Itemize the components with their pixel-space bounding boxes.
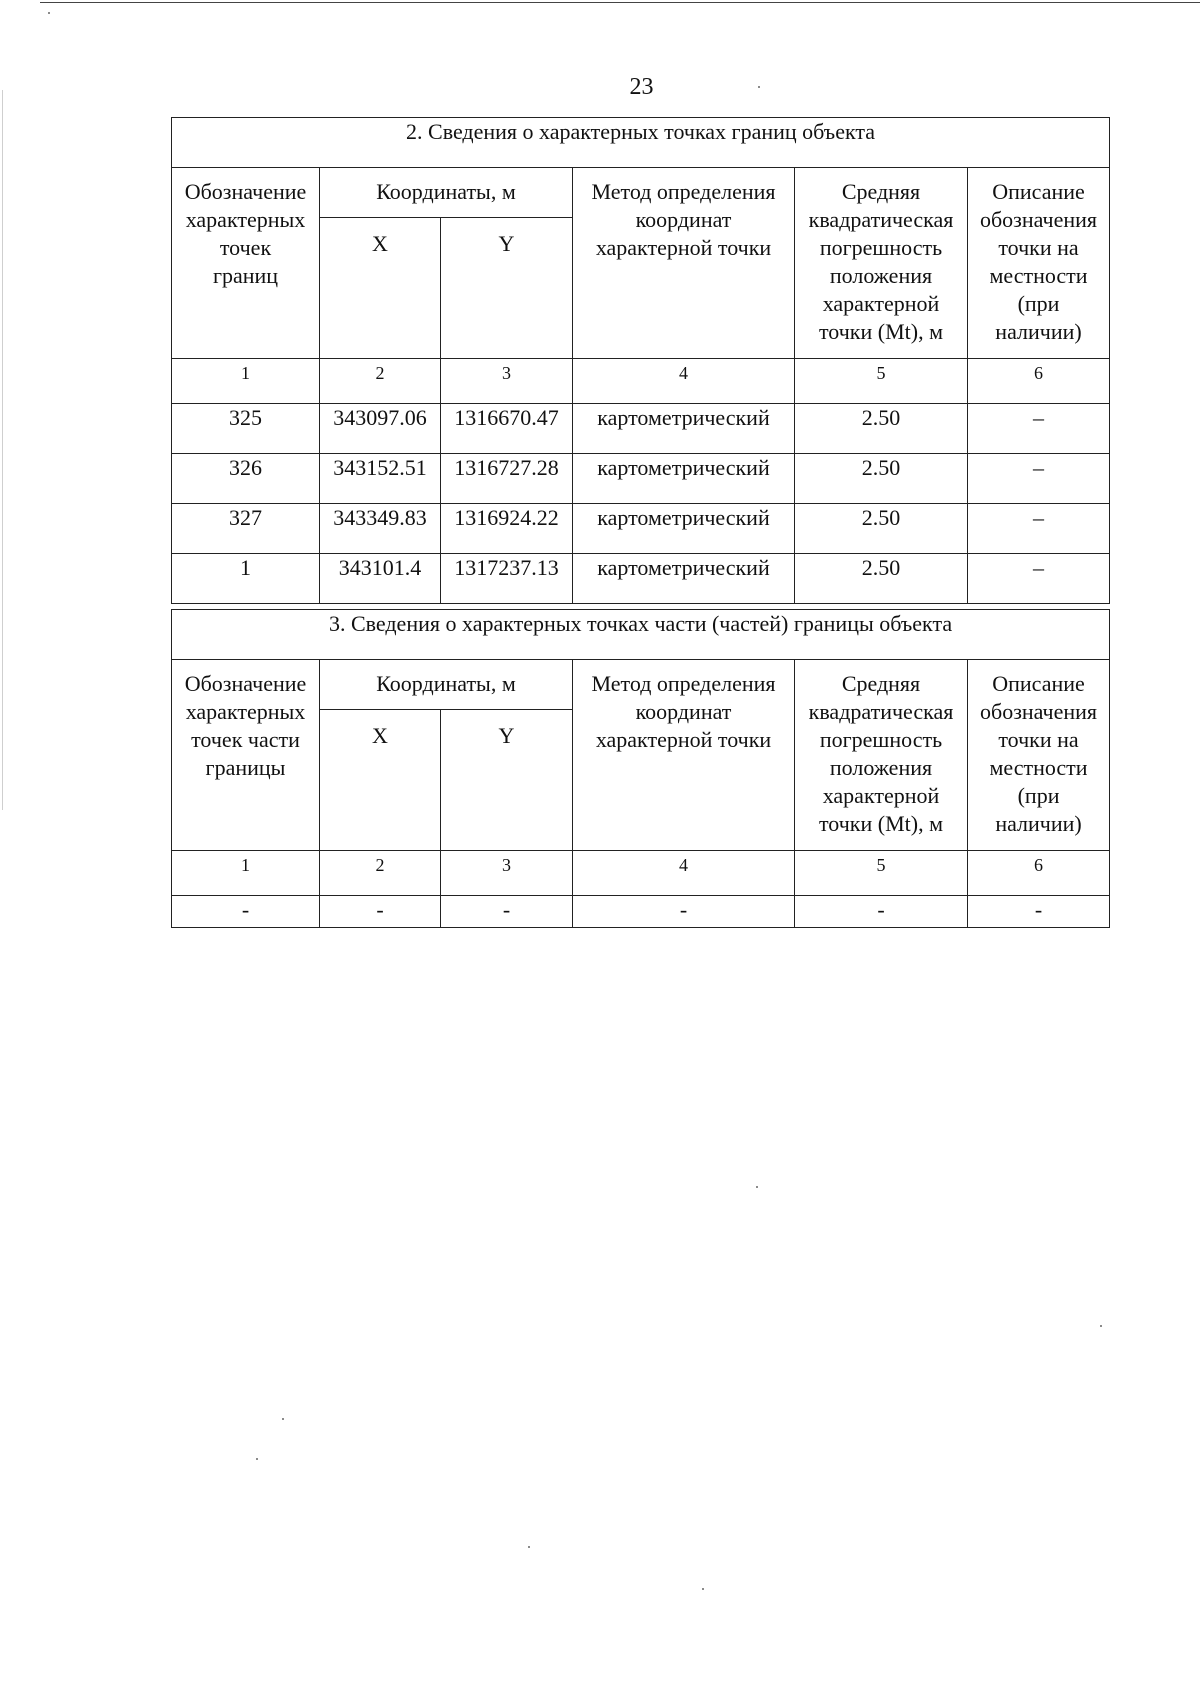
table-row <box>172 504 1110 554</box>
header-coordinates: Координаты, м <box>320 660 573 710</box>
y-coordinate-cell: - <box>441 896 573 928</box>
column-number: 4 <box>573 359 795 404</box>
table-row <box>172 896 1110 928</box>
section-3-title: 3. Сведения о характерных точках части (частей) границы объекта <box>172 610 1110 660</box>
method-cell: картометрический <box>573 504 795 554</box>
header-description: Описание обозначения точки на местности (при наличии) <box>968 660 1110 851</box>
column-number: 3 <box>441 359 573 404</box>
table-row <box>172 454 1110 504</box>
point-id-cell: - <box>172 896 320 928</box>
y-coordinate-cell: 1316727.28 <box>441 454 573 504</box>
header-designation: Обозначение характерных точек части границы <box>172 660 320 851</box>
header-designation: Обозначение характерных точек границ <box>172 168 320 359</box>
table-row <box>172 404 1110 454</box>
column-number: 6 <box>968 359 1110 404</box>
header-mean-error: Средняя квадратическая погрешность положения характерной точки (Mt), м <box>795 660 968 851</box>
column-number: 2 <box>320 359 441 404</box>
method-cell: картометрический <box>573 554 795 604</box>
header-method: Метод определения координат характерной точки <box>573 168 795 359</box>
column-number: 3 <box>441 851 573 896</box>
method-cell: - <box>573 896 795 928</box>
column-number: 4 <box>573 851 795 896</box>
point-id-cell: 326 <box>172 454 320 504</box>
point-id-cell: 327 <box>172 504 320 554</box>
mean-error-cell: 2.50 <box>795 504 968 554</box>
column-number: 6 <box>968 851 1110 896</box>
column-number: 5 <box>795 851 968 896</box>
y-coordinate-cell: 1316670.47 <box>441 404 573 454</box>
mean-error-cell: 2.50 <box>795 454 968 504</box>
header-description: Описание обозначения точки на местности (при наличии) <box>968 168 1110 359</box>
header-x: X <box>320 218 441 359</box>
section-2-title: 2. Сведения о характерных точках границ объекта <box>172 118 1110 168</box>
page-number: 23 <box>629 74 654 100</box>
boundary-points-table <box>171 117 1110 604</box>
header-method: Метод определения координат характерной точки <box>573 660 795 851</box>
x-coordinate-cell: 343101.4 <box>320 554 441 604</box>
left-scan-edge <box>2 90 3 810</box>
y-coordinate-cell: 1317237.13 <box>441 554 573 604</box>
header-x: X <box>320 710 441 851</box>
mean-error-cell: 2.50 <box>795 404 968 454</box>
header-y: Y <box>441 218 573 359</box>
top-border-line <box>40 2 1200 3</box>
mean-error-cell: - <box>795 896 968 928</box>
column-number: 2 <box>320 851 441 896</box>
method-cell: картометрический <box>573 454 795 504</box>
header-coordinates: Координаты, м <box>320 168 573 218</box>
y-coordinate-cell: 1316924.22 <box>441 504 573 554</box>
description-cell: – <box>968 454 1110 504</box>
column-number: 1 <box>172 359 320 404</box>
x-coordinate-cell: 343349.83 <box>320 504 441 554</box>
boundary-part-points-table <box>171 609 1110 928</box>
x-coordinate-cell: 343097.06 <box>320 404 441 454</box>
x-coordinate-cell: 343152.51 <box>320 454 441 504</box>
method-cell: картометрический <box>573 404 795 454</box>
column-number: 5 <box>795 359 968 404</box>
column-number: 1 <box>172 851 320 896</box>
description-cell: - <box>968 896 1110 928</box>
point-id-cell: 1 <box>172 554 320 604</box>
description-cell: – <box>968 554 1110 604</box>
header-mean-error: Средняя квадратическая погрешность положения характерной точки (Mt), м <box>795 168 968 359</box>
description-cell: – <box>968 504 1110 554</box>
mean-error-cell: 2.50 <box>795 554 968 604</box>
description-cell: – <box>968 404 1110 454</box>
table-row <box>172 554 1110 604</box>
point-id-cell: 325 <box>172 404 320 454</box>
header-y: Y <box>441 710 573 851</box>
x-coordinate-cell: - <box>320 896 441 928</box>
